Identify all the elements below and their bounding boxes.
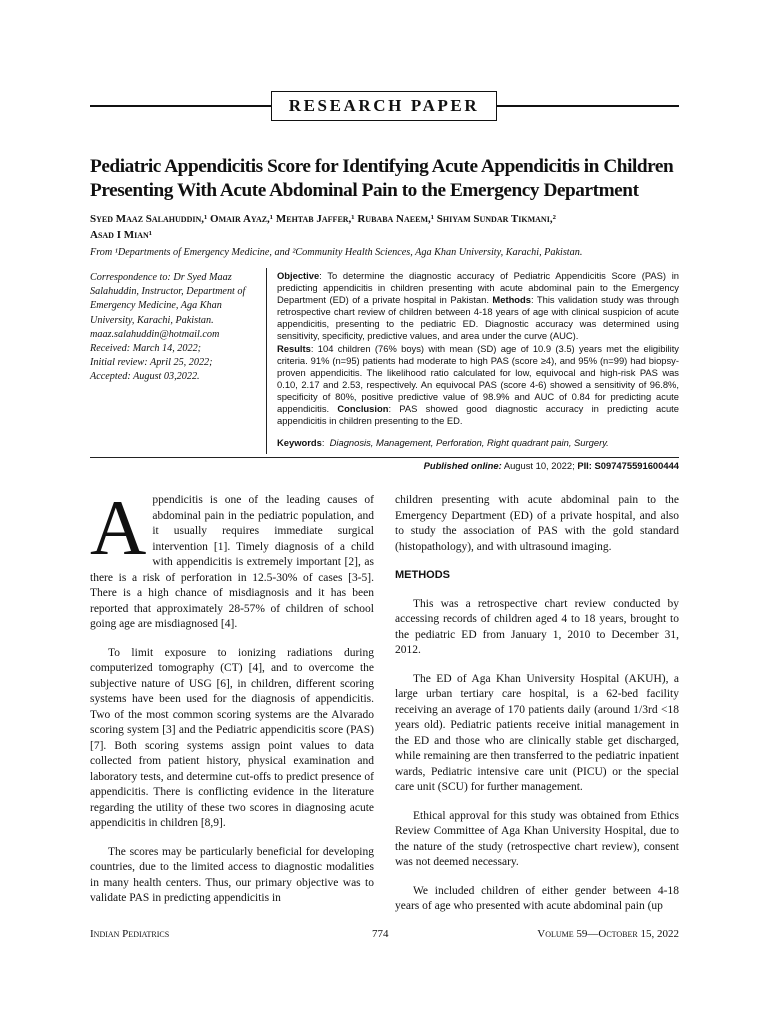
abstract-divider xyxy=(266,268,267,454)
footer-page-number: 774 xyxy=(372,928,389,940)
body-paragraph: This was a retrospective chart review conducted by accessing records of children aged 4 to 18 years, brought to the pediatric ED from January 1, 2010 to December 31, 2012. xyxy=(395,597,679,656)
correspondence-line: Emergency Medicine, Aga Khan xyxy=(90,300,222,312)
authors-line-1: Syed Maaz Salahuddin,¹ Omair Ayaz,¹ Mehtab Jaffer,¹ Rubaba Naeem,¹ Shiyam Sundar Tikmani,² xyxy=(90,213,556,225)
keywords-text: Diagnosis, Management, Perforation, Right quadrant pain, Surgery. xyxy=(329,437,609,448)
conclusion-label: Conclusion xyxy=(337,403,389,415)
body-column-right xyxy=(395,493,679,928)
drop-cap: A xyxy=(90,484,147,571)
published-online-label: Published online: xyxy=(423,460,502,471)
initial-review-date: Initial review: April 25, 2022; xyxy=(90,357,213,369)
methods-label: Methods xyxy=(492,294,531,306)
conclusion-text: : PAS showed good diagnostic accuracy in predicting acute appendicitis in children presenting to the ED. xyxy=(277,403,679,427)
methods-text: : This validation study was through retrospective chart review of children between 4-18 years of age with clinical suspicion of acute appendicitis, presenting to the pediatric ED. Diagnostic accuracy was determined using sensitivity, specificity, predictive values, and area under the curve (AUC). xyxy=(277,294,679,342)
affiliation: From ¹Departments of Emergency Medicine, and ²Community Health Sciences, Aga Khan University, Karachi, Pakistan. xyxy=(90,247,583,258)
section-banner: RESEARCH PAPER xyxy=(271,91,497,121)
author-list xyxy=(90,211,690,243)
correspondence-block xyxy=(90,271,262,385)
correspondence-line: University, Karachi, Pakistan. xyxy=(90,314,214,326)
footer-volume: Volume 59—October 15, 2022 xyxy=(537,928,679,940)
body-paragraph: The scores may be particularly beneficial for developing countries, due to the limited access to diagnostic modalities in many health centers. Thus, our primary objective was to validate PAS in predicting appendicitis in xyxy=(90,845,374,904)
accepted-date: Accepted: August 03,2022. xyxy=(90,371,200,383)
keywords-label: Keywords xyxy=(277,437,322,448)
keywords: Keywords: Diagnosis, Management, Perforation, Right quadrant pain, Surgery. xyxy=(277,437,609,448)
intro-paragraph xyxy=(90,484,374,633)
objective-label: Objective xyxy=(277,270,320,281)
body-paragraph: Ethical approval for this study was obtained from Ethics Review Committee of Aga Khan University Hospital, due to the nature of the study (retrospective chart review), consent was not deemed necessary. xyxy=(395,809,679,868)
correspondence-email: maaz.salahuddin@hotmail.com xyxy=(90,328,220,340)
body-paragraph: We included children of either gender between 4-18 years of age who presented with acute abdominal pain (up xyxy=(395,884,679,912)
body-paragraph: children presenting with acute abdominal pain to the Emergency Department (ED) of a private hospital, and also to study the association of PAS with the gold standard (histopathology), and with ultrasound imaging. xyxy=(395,494,679,553)
header-rule-left xyxy=(90,105,271,107)
article-title xyxy=(90,155,690,203)
body-column-left xyxy=(90,484,374,920)
correspondence-line: Correspondence to: Dr Syed Maaz xyxy=(90,272,232,283)
intro-paragraph-text: ppendicitis is one of the leading causes of abdominal pain in the pediatric population, and it usually requires immediate surgical intervention [1]. Timely diagnosis of a child with appendicitis is extremely important [2], as there is a risk of perforation in 12.5-30% of cases [3-5]. There is a high chance of misdiagnosis and it has been reported that approximately 28-57% of children of school going age are misdiagnosed [4]. xyxy=(90,494,374,630)
pii-value: S097475591600444 xyxy=(594,460,679,471)
title-line-1: Pediatric Appendicitis Score for Identifying Acute Appendicitis in Children xyxy=(90,156,674,177)
published-online-date: August 10, 2022; xyxy=(503,460,575,471)
results-label: Results xyxy=(277,342,311,354)
footer-journal: Indian Pediatrics xyxy=(90,928,170,940)
methods-heading: METHODS xyxy=(395,569,450,581)
publication-info xyxy=(424,460,679,471)
body-paragraph: To limit exposure to ionizing radiations during computerized tomography (CT) [4], and to overcome the subjective nature of USG [6], in children, different scoring systems have been used for the diagnosis of appendicitis. Two of the most common scoring systems are the Alvarado scoring system [3] and the Pediatric appendicitis score (PAS) [7]. Both scoring systems assign point values to data collected from patient history, physical examination and laboratory tests, and determine cut-offs to predict presence of appendicitis. There is conflicting evidence in the literature regarding the utility of these two scores in diagnosing acute appendicitis in children [8,9]. xyxy=(90,646,374,829)
abstract xyxy=(277,270,679,427)
results-text: : 104 children (76% boys) with mean (SD) age of 10.9 (3.5) years met the eligibility criteria. 91% (n=95) patients had moderate to high PAS (score ≥4), and 95% (n=99) had biopsy-proven appendicitis. The likelihood ratio calculated for low, equivocal and high-risk PAS was 0.10, 2.17 and 2.53, respectively. An equivocal PAS (score 4-6) showed a sensitivity of 96.8%, specificity of 80%, positive predictive value of 98.9% and AUC of 0.84 for predicting acute appendicitis. xyxy=(277,342,679,415)
received-date: Received: March 14, 2022; xyxy=(90,343,202,355)
header-rule-right xyxy=(497,105,679,107)
pii-label: PII: xyxy=(577,460,592,471)
body-paragraph: The ED of Aga Khan University Hospital (AKUH), a large urban tertiary care hospital, is a 62-bed facility receiving an average of 170 patients daily (around 1/3rd <18 years old). Pediatric patients receive initial management in the ED and those who are clinically stable get discharged, while remaining are then transferred to the pediatric inpatient wards, Pediatric intensive care unit (PICU) or the special care unit (SCU) for further management. xyxy=(395,672,679,793)
abstract-bottom-rule xyxy=(90,457,679,458)
authors-line-2: Asad I Mian¹ xyxy=(90,229,153,241)
title-line-2: Presenting With Acute Abdominal Pain to the Emergency Department xyxy=(90,180,639,201)
objective-text: : To determine the diagnostic accuracy of Pediatric Appendicitis Score (PAS) in predicting appendicitis in children presenting with acute abdominal pain to the Emergency Department (ED) of a private hospital in Pakistan. xyxy=(277,270,679,306)
correspondence-line: Salahuddin, Instructor, Department of xyxy=(90,286,246,298)
